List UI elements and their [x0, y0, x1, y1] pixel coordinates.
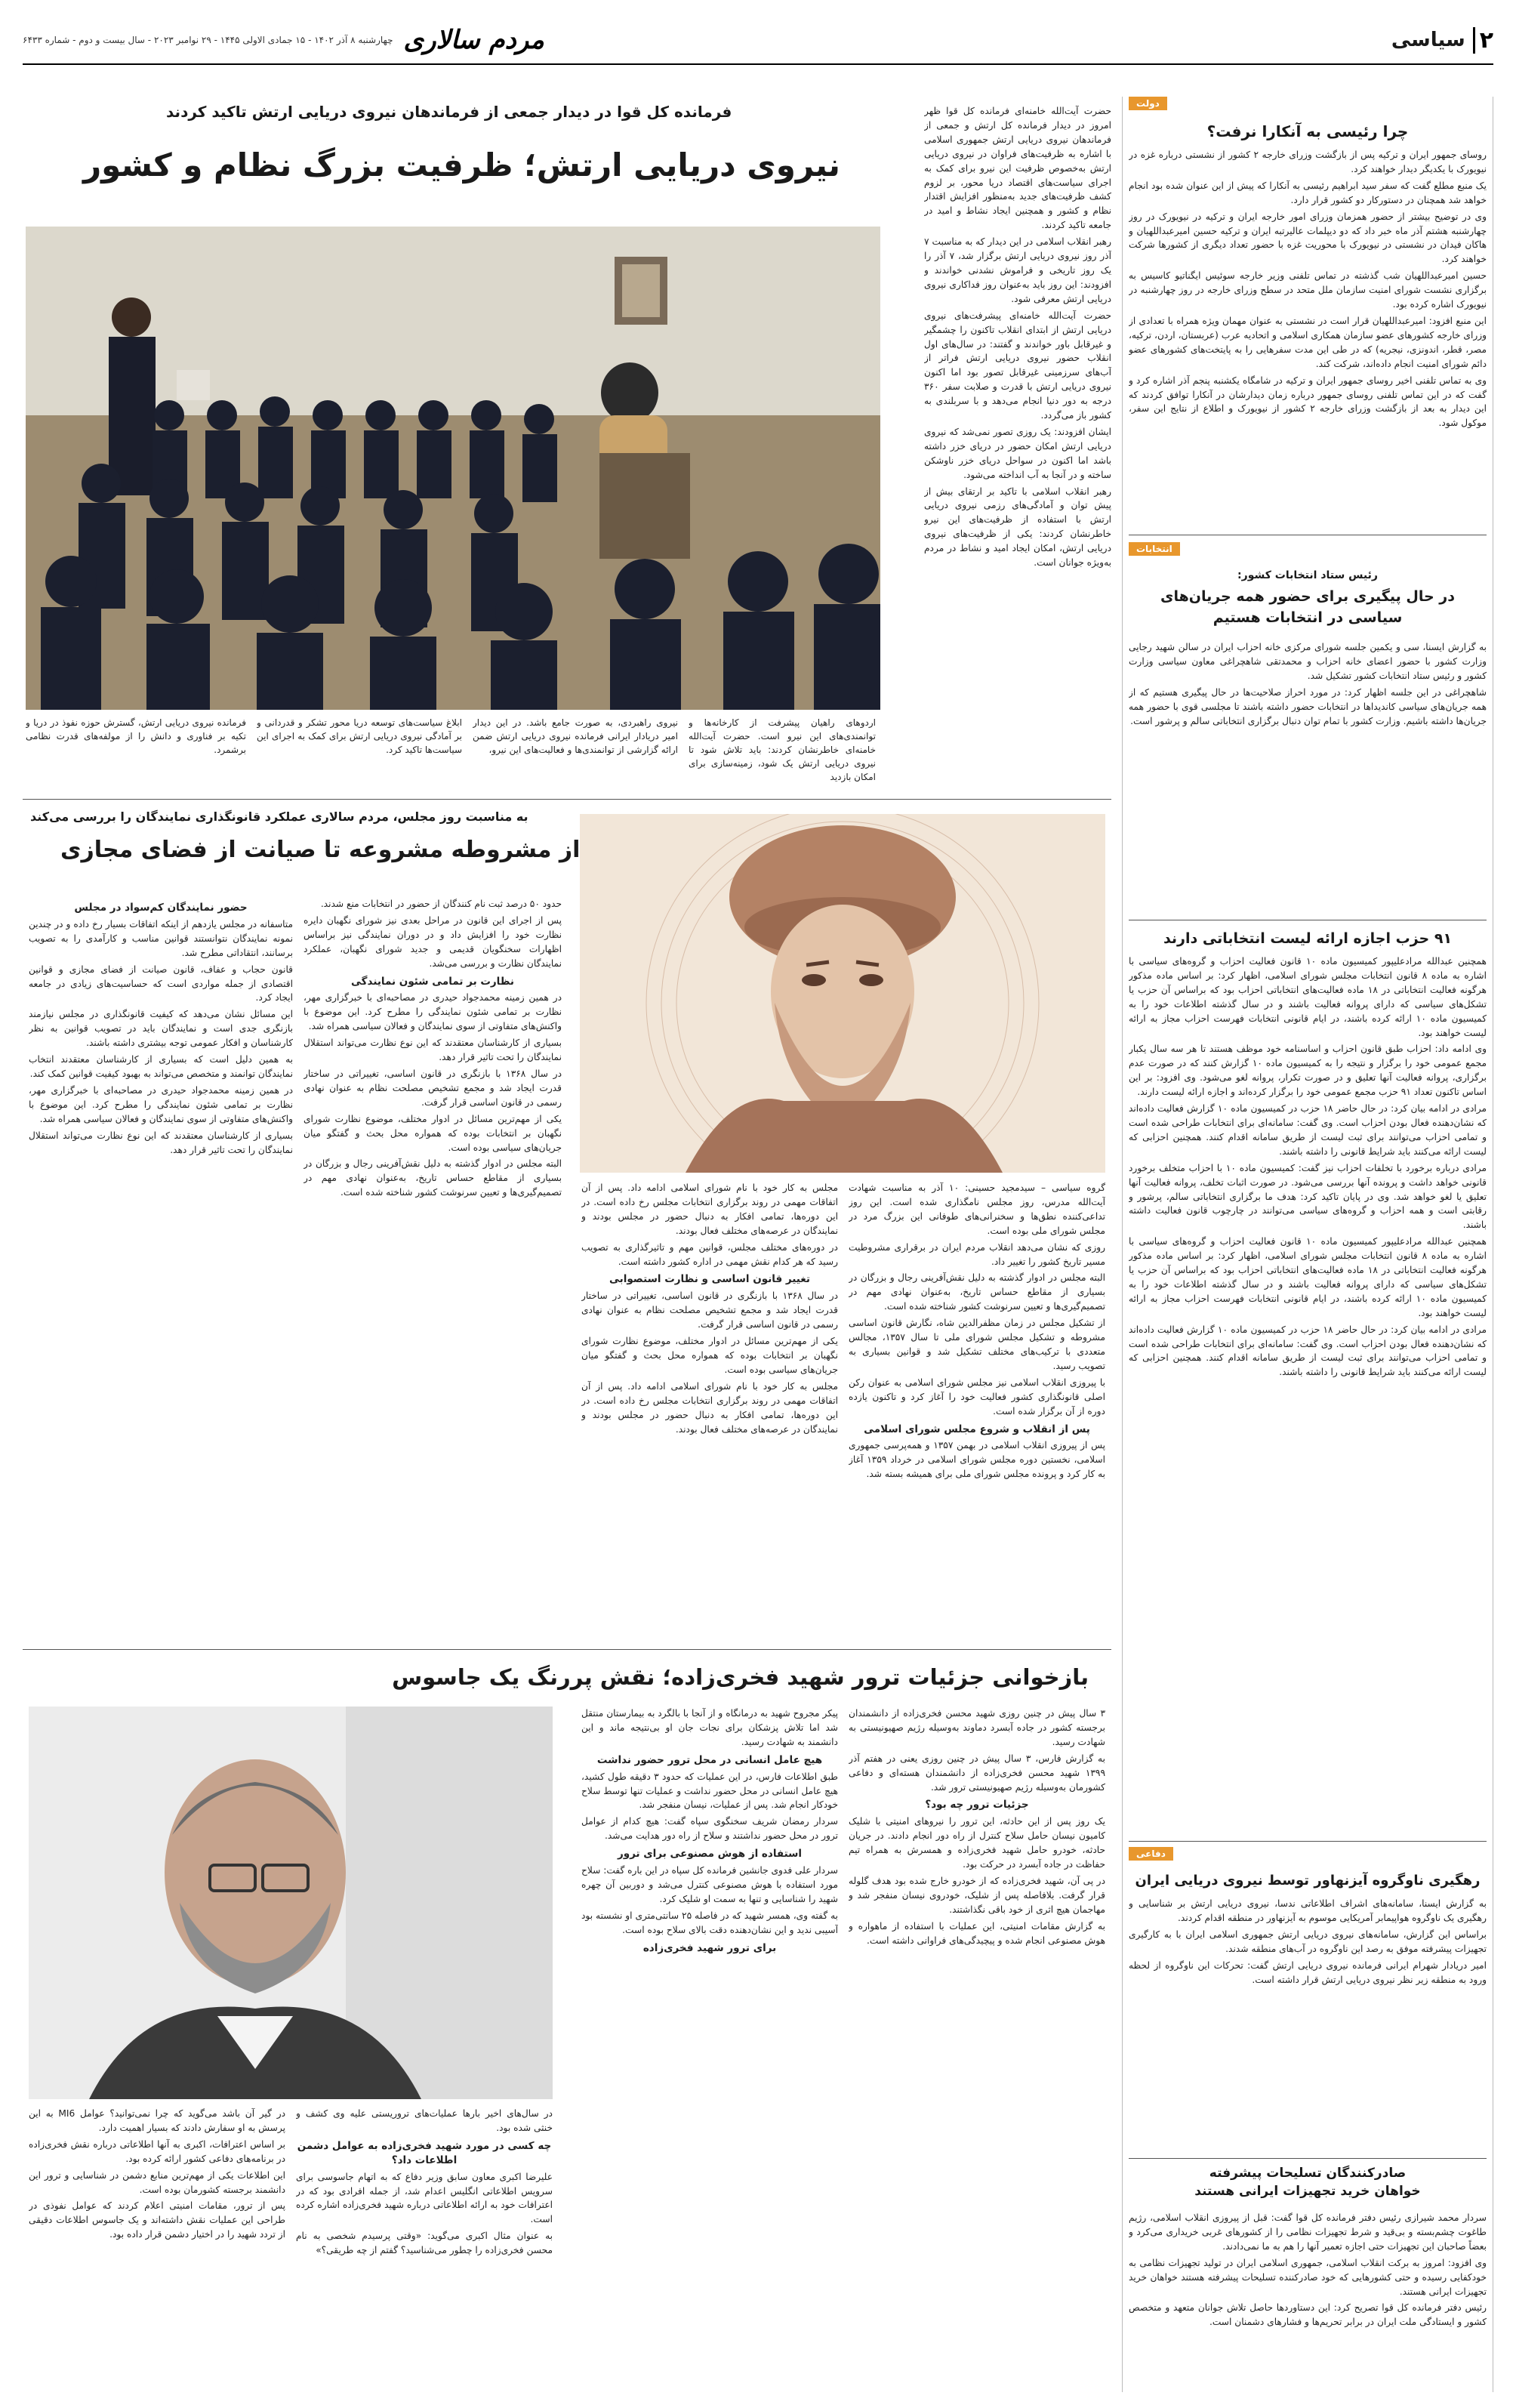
article-headline: رهگیری ناوگروه آیزنهاور توسط نیروی دریایی ایران	[1135, 1873, 1481, 1888]
meeting-scene	[26, 227, 880, 710]
middle-subhead: حضور نمایندگان کم‌سواد در مجلس	[74, 902, 248, 914]
middle-headline: از مشروطه مشروعه تا صیانت از فضای مجازی	[60, 837, 581, 863]
bottom-col-b: پیکر مجروح شهید به درمانگاه و از آنجا با بالگرد به بیمارستان منتقل شد اما تلاش پزشکان برای نجات جان او بی‌نتیجه ماند و این دانشمند به شهادت رسید. هیچ عامل انسانی در محل ترور حضور نداشت طبق اطلاعات فارس، در این عملیات که حدود ۳ دقیقه طول کشید، هیچ عامل انسانی در محل حضور نداشت و عملیات تنها توسط سلاح خودکار انجام شد. پس از عملیات، نیسان منفجر شد. سردار رمضان شریف سخنگوی سپاه گفت: هیچ کدام از عوامل ترور در محل حضور نداشتند و سلاح از راه دور هدایت می‌شد. استفاده از هوش مصنوعی برای ترور سردار علی فدوی جانشین فرمانده کل سپاه در این باره گفت: سلاح مورد استفاده با هوش مصنوعی کنترل می‌شد و دوربین آن چهره شهید را شناسایی و تنها به سمت او شلیک کرد. به گفته وی، همسر شهید که در فاصله ۲۵ سانتی‌متری او نشسته بود آسیبی ندید و این نشان‌دهنده دقت بالای سلاح بوده است. برای ترور شهید فخری‌زاده	[581, 1708, 838, 1954]
bottom-col-d: در گیر آن باشد می‌گوید که چرا نمی‌توانید؟ عوامل MI6 به این پرسش به او سفارش دادند که بسیار اهمیت دارد. بر اساس اعترافات، اکبری به آنها اطلاعاتی درباره نقش فخری‌زاده در برنامه‌های دفاعی کشور ارائه کرده بود. این اطلاعات یکی از مهم‌ترین منابع دشمن در شناسایی و ترور این دانشمند برجسته کشورمان بوده است. پس از ترور، مقامات امنیتی اعلام کردند که عوامل نفوذی در طراحی این عملیات نقش داشته‌اند و یک جاسوس اطلاعات دقیقی از تردد شهید را در اختیار دشمن قرار داده بود.	[29, 2108, 285, 2240]
sidebar-article-parties	[1129, 927, 1487, 1826]
lead-headline: نیروی دریایی ارتش؛ ظرفیت بزرگ نظام و کشور	[83, 146, 840, 183]
divider	[23, 799, 1111, 800]
article-headline: خواهان خرید تجهیزات ایرانی هستند	[1194, 2184, 1421, 2199]
middle-col-right: گروه سیاسی – سیدمجید حسینی: ۱۰ آذر به مناسبت شهادت آیت‌الله مدرس، روز مجلس نامگذاری شده است. این روز تداعی‌کننده نطق‌ها و سخنرانی‌های طوفانی این بزرگ مرد در مجلس شورای ملی بوده است. روزی که نشان می‌دهد انقلاب مردم ایران در برقراری مشروطیت مسیر تاریخ کشور را تغییر داد. البته مجلس در ادوار گذشته به دلیل نقش‌آفرینی رجال و بزرگان در بسیاری از مقاطع حساس تاریخ، به‌عنوان نهادی مهم در تصمیم‌گیری‌ها و تعیین سرنوشت کشور شناخته شده است. از تشکیل مجلس در زمان مظفرالدین شاه، نگارش قانون اساسی مشروطه و تشکیل مجلس شورای ملی تا سال ۱۳۵۷، مجالس متعددی با ترکیب‌های مختلف تشکیل شد و قوانین بسیاری به تصویب رسید. با پیروزی انقلاب اسلامی نیز مجلس شورای اسلامی به عنوان رکن اصلی قانونگذاری کشور فعالیت خود را آغاز کرد و تاکنون یازده دوره از آن برگزار شده است. پس از انقلاب و شروع مجلس شورای اسلامی پس از پیروزی انقلاب اسلامی در بهمن ۱۳۵۷ و همه‌پرسی جمهوری اسلامی، نخستین دوره مجلس شورای اسلامی در خرداد ۱۳۵۹ آغاز به کار کرد و پرونده مجلس شورای ملی برای همیشه بسته شد.	[849, 1182, 1105, 1480]
article-kicker: صادرکنندگان تسلیحات پیشرفته	[1209, 2166, 1407, 2181]
middle-subhead: نظارت بر تمامی شئون نمایندگی	[351, 975, 514, 988]
bottom-subhead: جزئیات ترور چه بود؟	[925, 1799, 1029, 1811]
masthead-logo	[23, 21, 544, 59]
bottom-headline: بازخوانی جزئیات ترور شهید فخری‌زاده؛ نقش پررنگ یک جاسوس	[392, 1664, 1089, 1690]
sidebar	[1122, 97, 1493, 2392]
sidebar-article-weapons	[1129, 2166, 1487, 2385]
lead-caption-4: فرمانده نیروی دریایی ارتش، گسترش حوزه نفوذ در دریا و تکیه بر فناوری و دانش را از مولفه‌های قدرت نظامی برشمرد.	[26, 717, 246, 755]
bottom-subhead: استفاده از هوش مصنوعی برای ترور	[617, 1848, 803, 1861]
lead-story	[23, 97, 1111, 795]
portrait-illustration	[580, 814, 1105, 1173]
article-headline: چرا رئیسی به آنکارا نرفت؟	[1206, 122, 1409, 140]
sidebar-article-defense	[1129, 1847, 1487, 2149]
bottom-story	[23, 1657, 1111, 2393]
divider	[1129, 1841, 1487, 1842]
masthead-title: مردم سالاری	[403, 25, 544, 55]
sidebar-article-dolat	[1129, 97, 1487, 529]
divider	[1129, 2158, 1487, 2159]
bottom-subhead: برای ترور شهید فخری‌زاده	[642, 1941, 777, 1954]
bottom-col-a: ۳ سال پیش در چنین روزی شهید محسن فخری‌زاده از دانشمندان برجسته کشور در جاده آبسرد دماوند به‌وسیله رژیم صهیونیستی به شهادت رسید. به گزارش فارس، ۳ سال پیش در چنین روزی یعنی در هفتم آذر ۱۳۹۹ شهید محسن فخری‌زاده از دانشمندان هسته‌ای و دفاعی کشورمان به‌وسیله رژیم صهیونیستی ترور شد. جزئیات ترور چه بود؟ یک روز پس از این حادثه، این ترور را نیروهای امنیتی با شلیک کامیون نیسان حامل سلاح کنترل از راه دور انجام دادند. در جریان حادثه، خودرو حامل شهید فخری‌زاده و همسرش به همراه تیم حفاظت در جاده آبسرد در حرکت بود. در پی آن، شهید فخری‌زاده که از خودرو خارج شده بود هدف گلوله قرار گرفت. بلافاصله پس از شلیک، خودروی نیسان منفجر شد و مهاجمان هیچ اثری از خود باقی نگذاشتند. به گزارش مقامات امنیتی، این عملیات با استفاده از ماهواره و هوش مصنوعی انجام شده و پیچیدگی‌های فراوانی داشته است.	[849, 1708, 1105, 1946]
section-badge	[1388, 23, 1493, 57]
middle-col-left: حدود ۵۰ درصد ثبت نام کنندگان از حضور در انتخابات منع شدند. پس از اجرای این قانون در مراحل بعدی نیز شورای نگهبان دایره نظارت خود را افزایش داد و در دوران نمایندگی نیز براساس اظهارات سخنگویان قدیمی و جدید شورای نگهبان، عملکرد نمایندگان نظارت و بررسی می‌شد. نظارت بر تمامی شئون نمایندگی در همین زمینه محمدجواد حیدری در مصاحبه‌ای با خبرگزاری مهر، نظارت بر تمامی شئون نمایندگی را مطرح کرد. این موضوع با واکنش‌های متفاوتی از سوی نمایندگان و فعالان سیاسی همراه شد. بسیاری از کارشناسان معتقدند که این نوع نظارت می‌تواند استقلال نمایندگان را تحت تاثیر قرار دهد. در سال ۱۳۶۸ با بازنگری در قانون اساسی، تغییراتی در ساختار قدرت ایجاد شد و مجمع تشخیص مصلحت نظام به عنوان نهادی رسمی در قانون اساسی قرار گرفت. یکی از مهم‌ترین مسائل در ادوار مختلف، موضوع نظارت شورای نگهبان بر انتخابات بوده که همواره محل بحث و گفتگو میان جریان‌های سیاسی بوده است. البته مجلس در ادوار گذشته به دلیل نقش‌آفرینی رجال و بزرگان در بسیاری از مقاطع حساس تاریخ، به‌عنوان نهادی مهم در تصمیم‌گیری‌ها و تعیین سرنوشت کشور شناخته شده است.	[304, 899, 562, 1198]
bottom-col-c: در سال‌های اخیر بارها عملیات‌های تروریستی علیه وی کشف و خنثی شده بود. چه کسی در مورد شهید فخری‌زاده به عوامل دشمن اطلاعات داد؟ علیرضا اکبری معاون سابق وزیر دفاع که به اتهام جاسوسی برای سرویس اطلاعاتی انگلیس اعدام شد، از جمله افرادی بود که در اعترافات خود به ارائه اطلاعاتی درباره شهید فخری‌زاده اشاره کرده است. به عنوان مثال اکبری می‌گوید: «وقتی پرسیدم شخصی به نام محسن فخری‌زاده را چطور می‌شناسید؟ گفتم از چه طریقی؟»	[296, 2108, 553, 2256]
lead-caption-2: نیروی راهبردی، به صورت جامع باشد. در این دیدار امیر دریادار ایرانی فرمانده نیروی دریایی ارتش ضمن ارائه گزارشی از توانمندی‌ها و فعالیت‌های این نیرو،	[473, 717, 678, 755]
article-headline: ۹۱ حزب اجازه ارائه لیست انتخاباتی دارند	[1163, 930, 1453, 947]
portrait-photo	[29, 1707, 553, 2099]
lead-caption-3: ابلاغ سیاست‌های توسعه دریا محور تشکر و قدردانی و بر آمادگی نیروی دریایی ارتش برای کمک به اجرای این سیاست‌ها تاکید کرد.	[257, 717, 462, 755]
lead-column: حضرت آیت‌الله خامنه‌ای فرمانده کل قوا ظهر امروز در دیدار فرمانده کل ارتش و جمعی از فرماندهان نیروی دریایی ارتش جمهوری اسلامی با اشاره به ظرفیت‌های فراوان در نیروی دریایی ارتش به‌خصوص ظرفیت این نیرو برای کمک به اجرای سیاست‌های اقتصاد دریا محور، بر لزوم کشف ظرفیت‌های جدید به‌منظور افزایش اقتدار نظام و کشور و همچنین ایجاد نشاط و امید در جامعه تاکید کردند. رهبر انقلاب اسلامی در این دیدار که به مناسبت ۷ آذر روز نیروی دریایی ارتش برگزار شد، ۷ آذر را یک روز تاریخی و فراموش نشدنی خواندند و افزودند: این روز باید به‌عنوان روز فداکاری نیروی دریایی ارتش معرفی شود. حضرت آیت‌الله خامنه‌ای پیشرفت‌های نیروی دریایی ارتش از ابتدای انقلاب تاکنون را چشمگیر و غیرقابل باور خواندند و گفتند: در سال‌های اول انقلاب حضور نیروی دریایی ارتش فراتر از آب‌های سرزمینی غیرقابل تصور بود اما اکنون نیروی دریایی ارتش با قدرت و صلابت سفر ۳۶۰ درجه به دور دنیا انجام می‌دهد و با سربلندی به کشور باز می‌گردد. ایشان افزودند: یک روزی تصور نمی‌شد که نیروی دریایی ارتش امکان حضور در دریای خزر داشته باشد اما اکنون در سواحل دریای خزر ناوشکن ساخته و در آنجا به آب انداخته می‌شود. رهبر انقلاب اسلامی با تاکید بر ارتقای بیش از پیش توان و آمادگی‌های رزمی نیروی دریایی ارتش با استفاده از ظرفیت‌های این نیرو خاطرنشان کردند: یکی از ظرفیت‌های نیروی دریایی ارتش، امکان ایجاد امید و نشاط در مردم به‌ویژه جوانان است.	[924, 106, 1111, 569]
article-body: به گزارش ایسنا، سامانه‌های اشراف اطلاعاتی ندسا، نیروی دریایی ارتش بر شناسایی و رهگیری یک ناوگروه هواپیمابر آمریکایی موسوم به آیزنهاور در منطقه اقدام کردند. براساس این گزارش، سامانه‌های نیروی دریایی ارتش جمهوری اسلامی ایران با به کارگیری تجهیزات پیشرفته موفق به رصد این ناوگروه در آب‌های منطقه شدند. امیر دریادار شهرام ایرانی فرمانده نیروی دریایی ارتش گفت: تحرکات این ناوگروه از لحظه ورود به منطقه زیر نظر نیروی دریایی ارتش قرار داشته است.	[1129, 1898, 1487, 1985]
lead-caption-1: اردوهای راهیان پیشرفت از کارخانه‌ها و توانمندی‌های این نیرو است. حضرت آیت‌الله خامنه‌ای خاطرنشان کردند: باید تلاش شود تا نیروی دریایی ارتش یک شود، زمینه‌سازی برای امکان بازدید	[689, 717, 876, 782]
article-body: همچنین عبدالله مرادعلیپور کمیسیون ماده ۱۰ قانون فعالیت احزاب و گروه‌های سیاسی با اشاره به ماده ۸ قانون انتخابات مجلس شورای اسلامی، اظهار کرد: بر اساس ماده مذکور هرگونه فعالیت انتخاباتی در ۱۸ ماده فعالیت‌های انتخاباتی احزاب بود که براساس آن حزب یا تشکل‌های سیاسی که دارای پروانه فعالیت باشند و در سال گذشته اطلاعات خود را به کمیسیون ماده ۱۰ ارائه کرده باشند، در ایام قانونی انتخابات فهرست احزاب مجاز به ارائه لیست خواهند بود. وی ادامه داد: احزاب طبق قانون احزاب و اساسنامه خود موظف هستند تا هر سه سال یکبار مجمع عمومی خود را برگزار و نتیجه را به کمیسیون ماده ۱۰ گزارش کنند که در صورت عدم برگزاری، پروانه فعالیت آنها تعلیق و در صورت تکرار، پروانه لغو می‌شود. وی افزود: بر این اساس تاکنون تعداد ۹۱ حزب مجمع عمومی خود را برگزار کرده‌اند و اجازه ارائه لیست دارند. مرادی در ادامه بیان کرد: در حال حاضر ۱۸ حزب در کمیسیون ماده ۱۰ گزارش فعالیت داده‌اند که نشان‌دهنده فعال بودن احزاب است. وی گفت: سامانه‌ای برای انتخابات طراحی شده است و تمامی احزاب می‌توانند برای ثبت لیست از طریق سامانه اقدام کنند. همچنین احزابی که لیست ارائه می‌کنند باید شرایط قانونی را داشته باشند. مرادی درباره برخورد با تخلفات احزاب نیز گفت: کمیسیون ماده ۱۰ با احزاب متخلف برخورد قانونی خواهد داشت و پرونده آنها بررسی می‌شود. در صورت اثبات تخلف، پروانه فعالیت آنها تعلیق یا لغو خواهد شد. وی در پایان تاکید کرد: هدف ما برگزاری انتخاباتی سالم، پرشور و رقابتی است و همه احزاب و گروه‌های سیاسی می‌توانند در چارچوب قانون فعالیت داشته باشند. همچنین عبدالله مرادعلیپور کمیسیون ماده ۱۰ قانون فعالیت احزاب و گروه‌های سیاسی با اشاره به ماده ۸ قانون انتخابات مجلس شورای اسلامی، اظهار کرد: بر اساس ماده مذکور هرگونه فعالیت انتخاباتی در ۱۸ ماده فعالیت‌های انتخاباتی احزاب بود که براساس آن حزب یا تشکل‌های سیاسی که دارای پروانه فعالیت باشند و در سال گذشته اطلاعات خود را به کمیسیون ماده ۱۰ ارائه کرده باشند، در ایام قانونی انتخابات فهرست احزاب مجاز به ارائه لیست خواهند بود. مرادی در ادامه بیان کرد: در حال حاضر ۱۸ حزب در کمیسیون ماده ۱۰ گزارش فعالیت داده‌اند که نشان‌دهنده فعال بودن احزاب است. وی گفت: سامانه‌ای برای انتخابات طراحی شده است و تمامی احزاب می‌توانند برای ثبت لیست از طریق سامانه اقدام کنند. همچنین احزابی که لیست ارائه می‌کنند باید شرایط قانونی را داشته باشند.	[1129, 956, 1487, 1378]
middle-col-far: حضور نمایندگان کم‌سواد در مجلس متاسفانه در مجلس یازدهم از اینکه اتفاقات بسیار رخ داده و در چندین نمونه نمایندگان نتوانستند قوانین مناسب و کارآمدی را به تصویب برسانند، انتقاداتی مطرح شد. قانون حجاب و عفاف، قانون صیانت از فضای مجازی و قوانین اقتصادی از جمله مواردی است که حساسیت‌های زیادی در جامعه ایجاد کرد. این مسائل نشان می‌دهد که کیفیت قانونگذاری در مجلس نیازمند بازنگری جدی است و نمایندگان باید در تصویب قوانین به نظر کارشناسان و افکار عمومی توجه بیشتری داشته باشند. به همین دلیل است که بسیاری از کارشناسان معتقدند انتخاب نمایندگان توانمند و متخصص می‌تواند به بهبود کیفیت قوانین کمک کند. در همین زمینه محمدجواد حیدری در مصاحبه‌ای با خبرگزاری مهر، نظارت بر تمامی شئون نمایندگی را مطرح کرد. این موضوع با واکنش‌های متفاوتی از سوی نمایندگان و فعالان سیاسی همراه شد. بسیاری از کارشناسان معتقدند که این نوع نظارت می‌تواند استقلال نمایندگان را تحت تاثیر قرار دهد.	[29, 902, 293, 1155]
article-kicker: رئیس ستاد انتخابات کشور:	[1237, 569, 1378, 581]
tag-elections: انتخابات	[1129, 542, 1180, 556]
fakhrizadeh-photo	[29, 1707, 553, 2099]
lead-kicker: فرمانده کل قوا در دیدار جمعی از فرماندهان نیروی دریایی ارتش تاکید کردند	[166, 103, 732, 121]
middle-subhead: پس از انقلاب و شروع مجلس شورای اسلامی	[864, 1423, 1090, 1435]
section-label: سیاسی	[1391, 29, 1465, 51]
dateline: چهارشنبه ۸ آذر ۱۴۰۲ - ۱۵ جمادی الاولی ۱۴۴۵ - ۲۹ نوامبر ۲۰۲۳ - سال بیست و دوم - شماره ۶۴۳۳	[23, 35, 393, 45]
tag-dolat: دولت	[1129, 97, 1167, 110]
middle-col-mid: مجلس به کار خود با نام شورای اسلامی ادامه داد. پس از آن اتفاقات مهمی در روند برگزاری انتخابات مجلس رخ داده است. در این دوره‌ها، تمامی افکار به دنبال حضور در مجلس بودند و نمایندگان در عرصه‌های مختلف فعال بودند. در دوره‌های مختلف مجلس، قوانین مهم و تاثیرگذاری به تصویب رسید که هر کدام نقش مهمی در اداره کشور داشته است. تغییر قانون اساسی و نظارت استصوابی در سال ۱۳۶۸ با بازنگری در قانون اساسی، تغییراتی در ساختار قدرت ایجاد شد و مجمع تشخیص مصلحت نظام به عنوان نهادی رسمی در قانون اساسی قرار گرفت. یکی از مهم‌ترین مسائل در ادوار مختلف، موضوع نظارت شورای نگهبان بر انتخابات بوده که همواره محل بحث و گفتگو میان جریان‌های سیاسی بوده است. مجلس به کار خود با نام شورای اسلامی ادامه داد. پس از آن اتفاقات مهمی در روند برگزاری انتخابات مجلس رخ داده است. در این دوره‌ها، تمامی افکار به دنبال حضور در مجلس بودند و نمایندگان در عرصه‌های مختلف فعال بودند.	[581, 1182, 838, 1435]
bottom-subhead: چه کسی در مورد شهید فخری‌زاده به عوامل دشمن اطلاعات داد؟	[297, 2139, 552, 2166]
sidebar-article-elections	[1129, 542, 1487, 905]
article-body: به گزارش ایسنا، سی و یکمین جلسه شورای مرکزی خانه احزاب ایران در سالن شهید رجایی وزارت کشور با حضور اعضای خانه احزاب و محمدتقی شاهچراغی معاون سیاسی وزارت کشور و رئیس ستاد انتخابات کشور تشکیل شد. شاهچراغی در این جلسه اظهار کرد: در مورد احراز صلاحیت‌ها در حال پیگیری هستیم که از همه جریان‌های سیاسی کاندیداها در انتخابات حضور داشته باشند تا مجلسی قوی با حضور همه جریان‌ها داشته باشیم. وزارت کشور با تمام توان دنبال برگزاری انتخاباتی سالم و پرشور است.	[1129, 642, 1487, 726]
article-headline: در حال پیگیری برای حضور همه جریان‌های سیاسی در انتخابات هستیم	[1160, 588, 1455, 626]
page-number: ۲	[1473, 27, 1493, 54]
modarres-portrait	[580, 814, 1105, 1173]
bottom-subhead: هیچ عامل انسانی در محل ترور حضور نداشت	[596, 1753, 823, 1766]
tag-defense: دفاعی	[1129, 1847, 1173, 1861]
page-header	[23, 14, 1493, 76]
divider	[23, 1649, 1111, 1650]
article-body: روسای جمهور ایران و ترکیه پس از بازگشت وزرای خارجه ۲ کشور از نشستی درباره غزه در نیویورک با یکدیگر دیدار خواهند کرد. یک منبع مطلع گفت که سفر سید ابراهیم رئیسی به آنکارا که پیش از این عنوان شده بود انجام خواهد شد همچنان در دستورکار دو کشور قرار دارد. وی در توضیح بیشتر از حضور همزمان وزرای امور خارجه ایران و ترکیه در نیویورک در روز چهارشنبه هشتم آذر ماه خبر داد که دو دیپلمات عالیرتبه ایران و ترکیه حسین امیرعبداللهیان و هاکان فیدان در نشستی در نیویورک با محوریت غزه با حضور تعداد دیگری از کشورها شرکت خواهند کرد. حسین امیرعبداللهیان شب گذشته در تماس تلفنی وزیر خارجه سوئیس ایگناتیو کاسیس به برگزاری نشست شورای امنیت سازمان ملل متحد در سطح وزرای خارجه در روز چهارشنبه در نیویورک اشاره کرده بود. این منبع افزود: امیرعبداللهیان قرار است در نشستی به عنوان مهمان ویژه همراه با تعدادی از وزرای خارجه کشورهای عضو سازمان همکاری اسلامی و اتحادیه عرب (عربستان، اردن، ترکیه، مصر، قطر، اندونزی، نیجریه) که در طی این مدت سفرهایی را به پایتخت‌های کشورهای عضو دائم شورای امنیت انجام داده‌اند، شرکت کند. وی به تماس تلفنی اخیر روسای جمهور ایران و ترکیه در شامگاه یکشنبه پنجم آذر اشاره کرد و گفت که در این تماس تلفنی روسای جمهور درباره زمان دیدارشان در آنکارا توافق کردند که این دیدار به بعد از بازگشت وزرای خارجه ۲ کشور از نیویورک و اطلاع از نتایج این سفر، موکول شود.	[1129, 150, 1487, 429]
article-body: سردار محمد شیرازی رئیس دفتر فرمانده کل قوا گفت: قبل از پیروزی انقلاب اسلامی، رژیم طاغوت چشم‌بسته و بی‌قید و شرط تجهیزات نظامی را از کشورهای غربی خریداری می‌کرد و بعضاً صاحبان این تجهیزات حتی اجازه تعمیر آنها را هم به ما نمی‌دادند. وی افزود: امروز به برکت انقلاب اسلامی، جمهوری اسلامی ایران در تولید تجهیزات نظامی به خودکفایی رسیده و حتی کشورهایی که خود صادرکننده تسلیحات پیشرفته هستند خواهان خرید تجهیزات ایرانی هستند. رئیس دفتر فرمانده کل قوا تصریح کرد: این دستاوردها حاصل تلاش جوانان متعهد و متخصص کشور و ایستادگی ملت ایران در برابر تحریم‌ها و فشارهای دشمنان است.	[1129, 2212, 1487, 2328]
header-rule	[23, 63, 1493, 65]
middle-story	[23, 806, 1111, 1643]
middle-kicker: به مناسبت روز مجلس، مردم سالاری عملکرد قانونگذاری نمایندگان را بررسی می‌کند	[30, 809, 528, 824]
middle-subhead: تغییر قانون اساسی و نظارت استصوابی	[609, 1273, 811, 1286]
lead-photo	[26, 227, 880, 710]
